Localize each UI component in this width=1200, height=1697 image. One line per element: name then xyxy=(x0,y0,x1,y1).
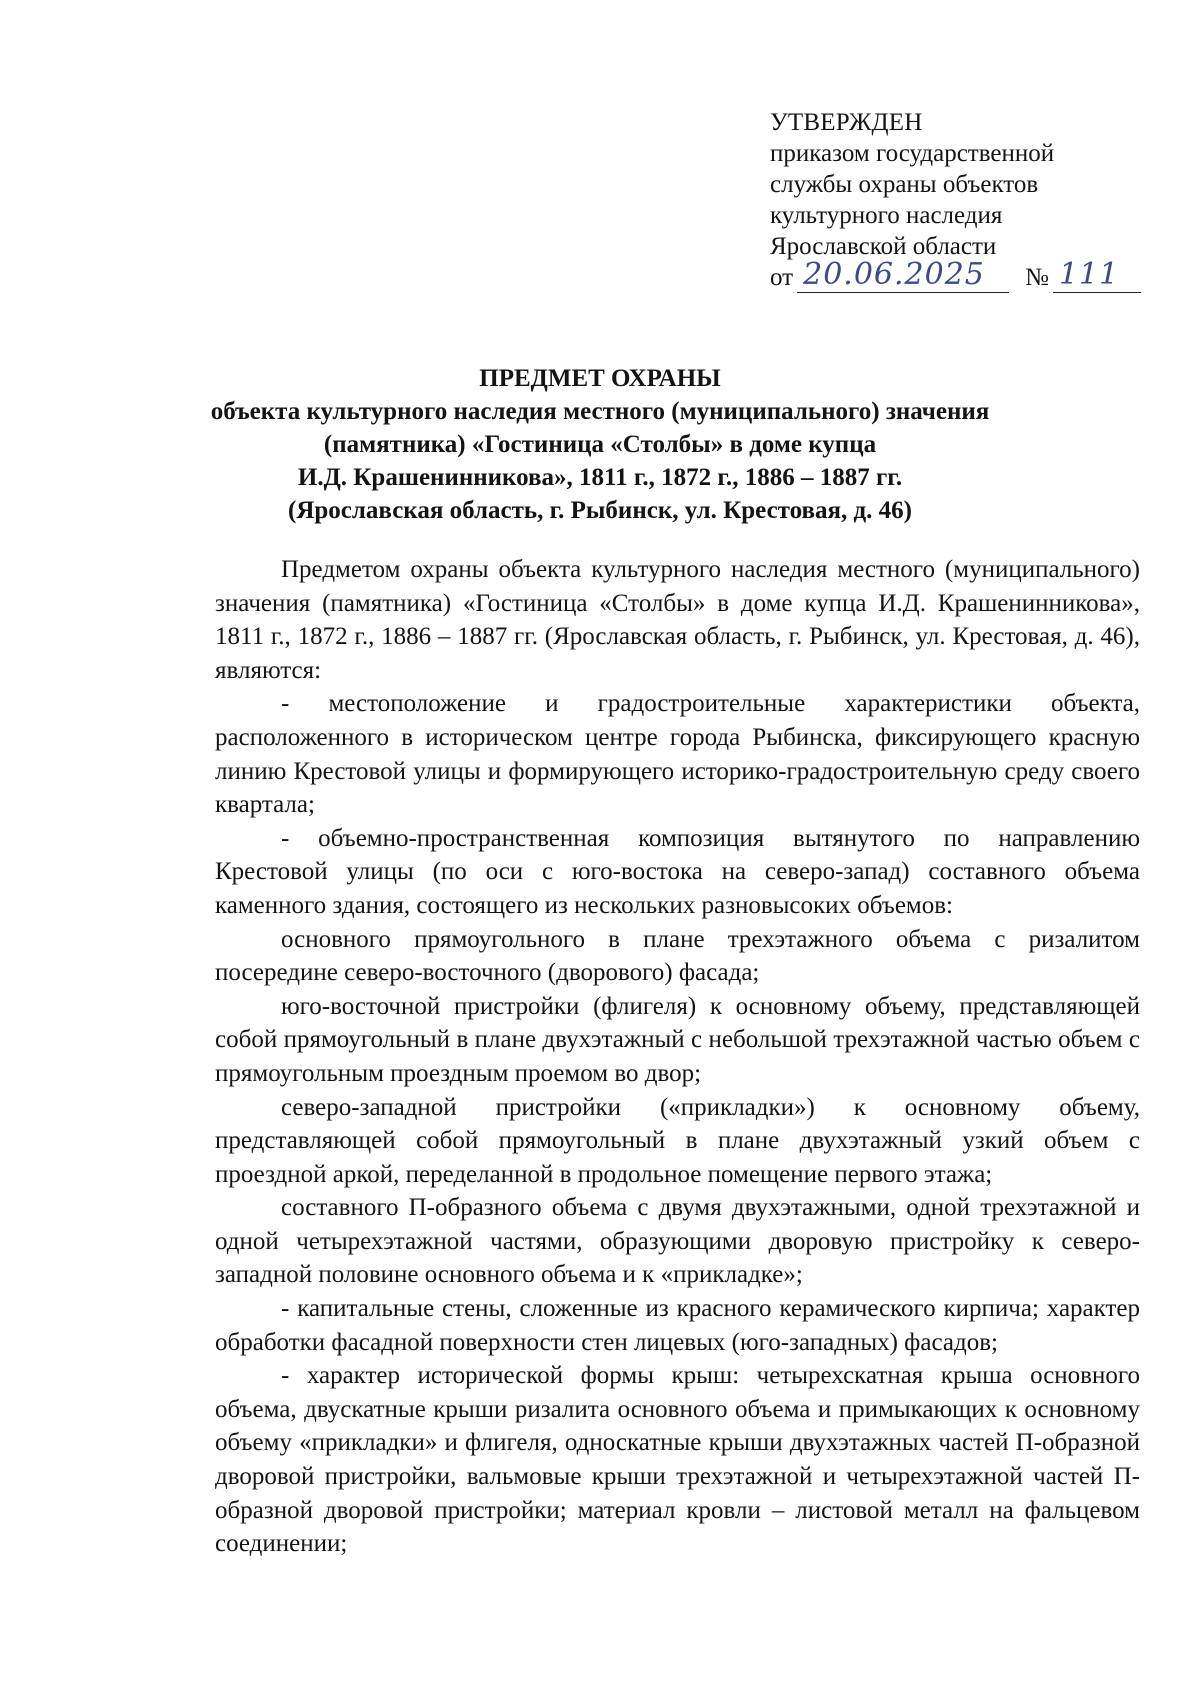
body-paragraph: основного прямоугольного в плане трехэтажного объема с ризалитом посередине северо-восточного (дворового) фасада; xyxy=(215,925,1140,987)
heading-line: (памятника) «Гостиница «Столбы» в доме купца xyxy=(323,431,877,458)
approval-line: службы охраны объектов xyxy=(770,171,1039,198)
body-paragraph: - характер исторической формы крыш: четырехскатная крыша основного объема, двускатные крыши ризалита основного объема и примыкающих к основному объему «прикладки» и флигеля, односкатные крыши двухэтажных частей П-образной дворовой пристройки, вальмовые крыши трехэтажной и четырехэтажной частей П-образной дворовой пристройки; материал кровли – листовой металл на фальцевом соединении; xyxy=(215,1362,1140,1558)
approval-line: Ярославской области xyxy=(770,233,997,260)
heading-line: объекта культурного наследия местного (муниципального) значения xyxy=(210,398,990,425)
date-fill-line xyxy=(797,257,1009,293)
order-date-number-row xyxy=(770,257,1170,293)
body-paragraph: Предметом охраны объекта культурного наследия местного (муниципального) значения (памятника) «Гостиница «Столбы» в доме купца И.Д. Крашенинникова», 1811 г., 1872 г., 1886 – 1887 гг. (Ярославская область, г. Рыбинск, ул. Крестовая, д. 46), являются: xyxy=(215,556,1140,684)
handwritten-number: 111 xyxy=(1058,257,1120,292)
document-title: ПРЕДМЕТ ОХРАНЫ xyxy=(479,365,721,392)
date-prefix: от xyxy=(770,264,794,291)
body-paragraph: составного П-образного объема с двумя двухэтажными, одной трехэтажной и одной четырехэтажной частями, образующими дворовую пристройку к северо-западной половине основного объема и к «прикладке»; xyxy=(215,1194,1140,1289)
body-paragraph: - капитальные стены, сложенные из красного керамического кирпича; характер обработки фасадной поверхности стен лицевых (юго-западных) фасадов; xyxy=(215,1295,1140,1356)
heading-line: (Ярославская область, г. Рыбинск, ул. Крестовая, д. 46) xyxy=(288,497,912,524)
document-body xyxy=(215,553,1140,1561)
body-paragraph: - местоположение и градостроительные характеристики объекта, расположенного в историческом центре города Рыбинска, фиксирующего красную линию Крестовой улицы и формирующего историко-градостроительную среду своего квартала; xyxy=(215,690,1140,819)
number-sign: № xyxy=(1025,264,1049,291)
document-heading xyxy=(60,362,1140,527)
body-paragraph: северо-западной пристройки («прикладки») к основному объему, представляющей собой прямоугольный в плане двухэтажный узкий объем с проездной аркой, переделанной в продольное помещение первого этажа; xyxy=(215,1093,1140,1188)
approval-block xyxy=(770,107,1170,293)
body-paragraph: - объемно-пространственная композиция вытянутого по направлению Крестовой улицы (по оси с юго-востока на северо-запад) составного объема каменного здания, состоящего из нескольких разновысоких объемов: xyxy=(215,824,1140,919)
approval-line: приказом государственной xyxy=(770,140,1055,167)
handwritten-date: 20.06.2025 xyxy=(803,257,985,292)
number-fill-line xyxy=(1053,257,1141,293)
body-paragraph: юго-восточной пристройки (флигеля) к основному объему, представляющей собой прямоугольный в плане двухэтажный с небольшой трехэтажной частью объем с прямоугольным проездным проемом во двор; xyxy=(215,992,1140,1087)
approval-line: культурного наследия xyxy=(770,202,1003,229)
approval-title: УТВЕРЖДЕН xyxy=(770,109,923,136)
heading-line: И.Д. Крашенинникова», 1811 г., 1872 г., 1886 – 1887 гг. xyxy=(297,464,903,491)
